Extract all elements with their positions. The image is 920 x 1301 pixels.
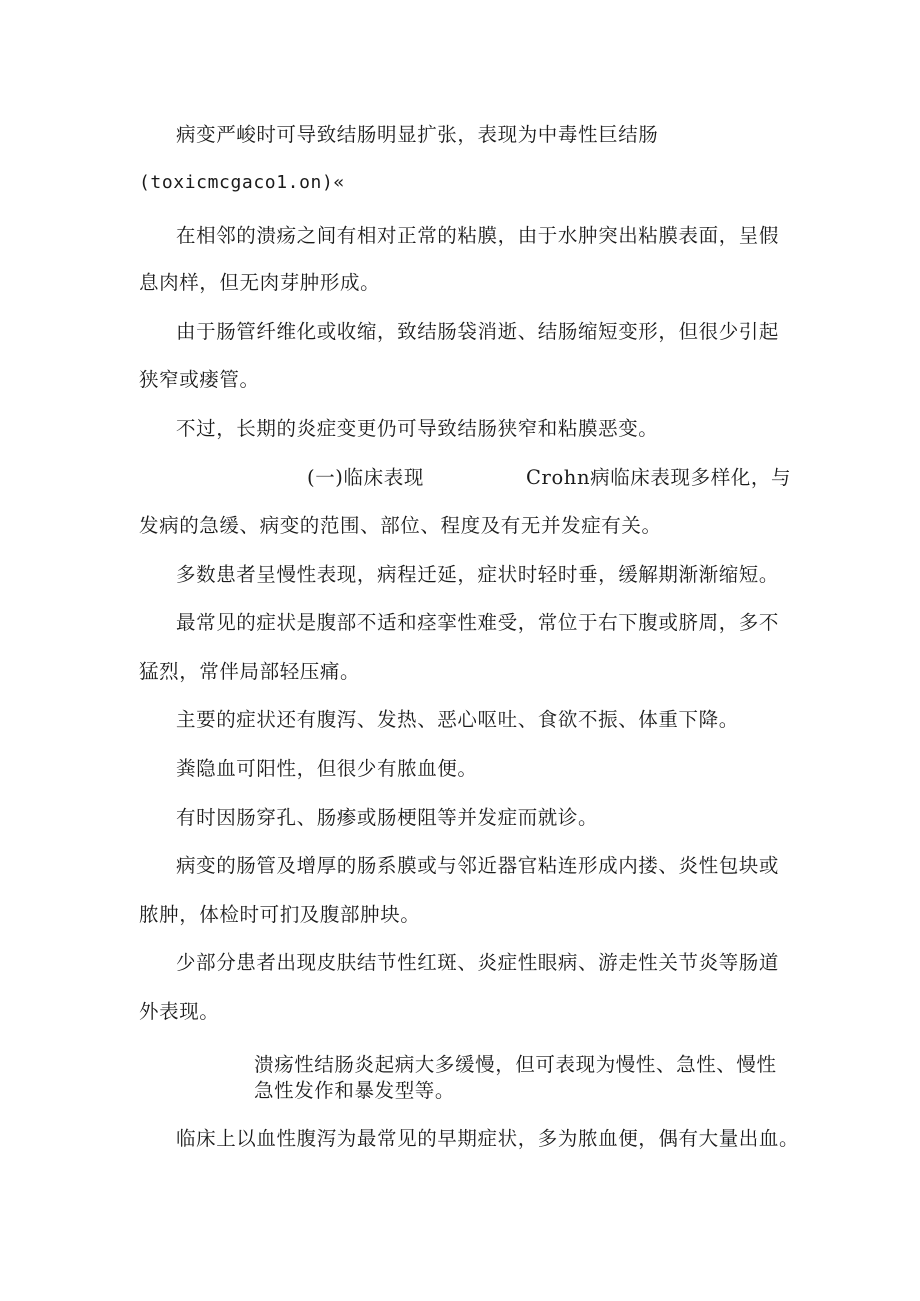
text-line: 发病的急缓、病变的范围、部位、程度及有无并发症有关。 — [139, 514, 662, 537]
text-line: 粪隐血可阳性，但很少有脓血便。 — [176, 757, 478, 780]
text-line: (toxicmcgaco1.on)« — [139, 172, 345, 193]
text-line: 脓肿，体检时可扪及腹部肿块。 — [139, 903, 421, 926]
text-line: 主要的症状还有腹泻、发热、恶心呕吐、食欲不振、体重下降。 — [176, 708, 739, 731]
text-line: 病变严峻时可导致结肠明显扩张，表现为中毒性巨结肠 — [176, 123, 659, 146]
text-line: 多数患者呈慢性表现，病程迁延，症状时轻时垂，缓解期渐渐缩短。 — [176, 563, 780, 586]
text-line: 有时因肠穿孔、肠瘆或肠梗阻等并发症而就诊。 — [176, 806, 599, 829]
text-line: 少部分患者出现皮肤结节性红斑、炎症性眼病、游走性关节炎等肠道 — [176, 951, 780, 974]
text-line: 不过，长期的炎症变更仍可导致结肠狭窄和粘膜恶变。 — [176, 417, 659, 440]
text-line: 狭窄或瘘管。 — [139, 368, 260, 391]
text-line: 最常见的症状是腹部不适和痉挛性难受，常位于右下腹或脐周，多不 — [176, 611, 780, 634]
text-line: 急性发作和暴发型等。 — [254, 1079, 456, 1102]
text-line: 外表现。 — [139, 1000, 220, 1023]
text-line: 溃疡性结肠炎起病大多缓慢，但可表现为慢性、急性、慢性 — [254, 1053, 777, 1076]
text-line: 由于肠管纤维化或收缩，致结肠袋消逝、结肠缩短变形，但很少引起 — [176, 320, 780, 343]
text-line: 在相邻的溃疡之间有相对正常的粘膜，由于水肿突出粘膜表面，呈假 — [176, 224, 780, 247]
section-heading: (一)临床表现 — [307, 466, 424, 489]
text-line: 猛烈，常伴局部轻压痛。 — [139, 660, 361, 683]
text-line: 病变的肠管及增厚的肠系膜或与邻近器官粘连形成内搂、炎性包块或 — [176, 854, 780, 877]
text-line: 息肉样，但无肉芽肿形成。 — [139, 271, 381, 294]
text-line: Crohn病临床表现多样化，与 — [526, 466, 792, 489]
text-line: 临床上以血性腹泻为最常见的早期症状，多为脓血便，偶有大量出血。 — [176, 1127, 800, 1150]
